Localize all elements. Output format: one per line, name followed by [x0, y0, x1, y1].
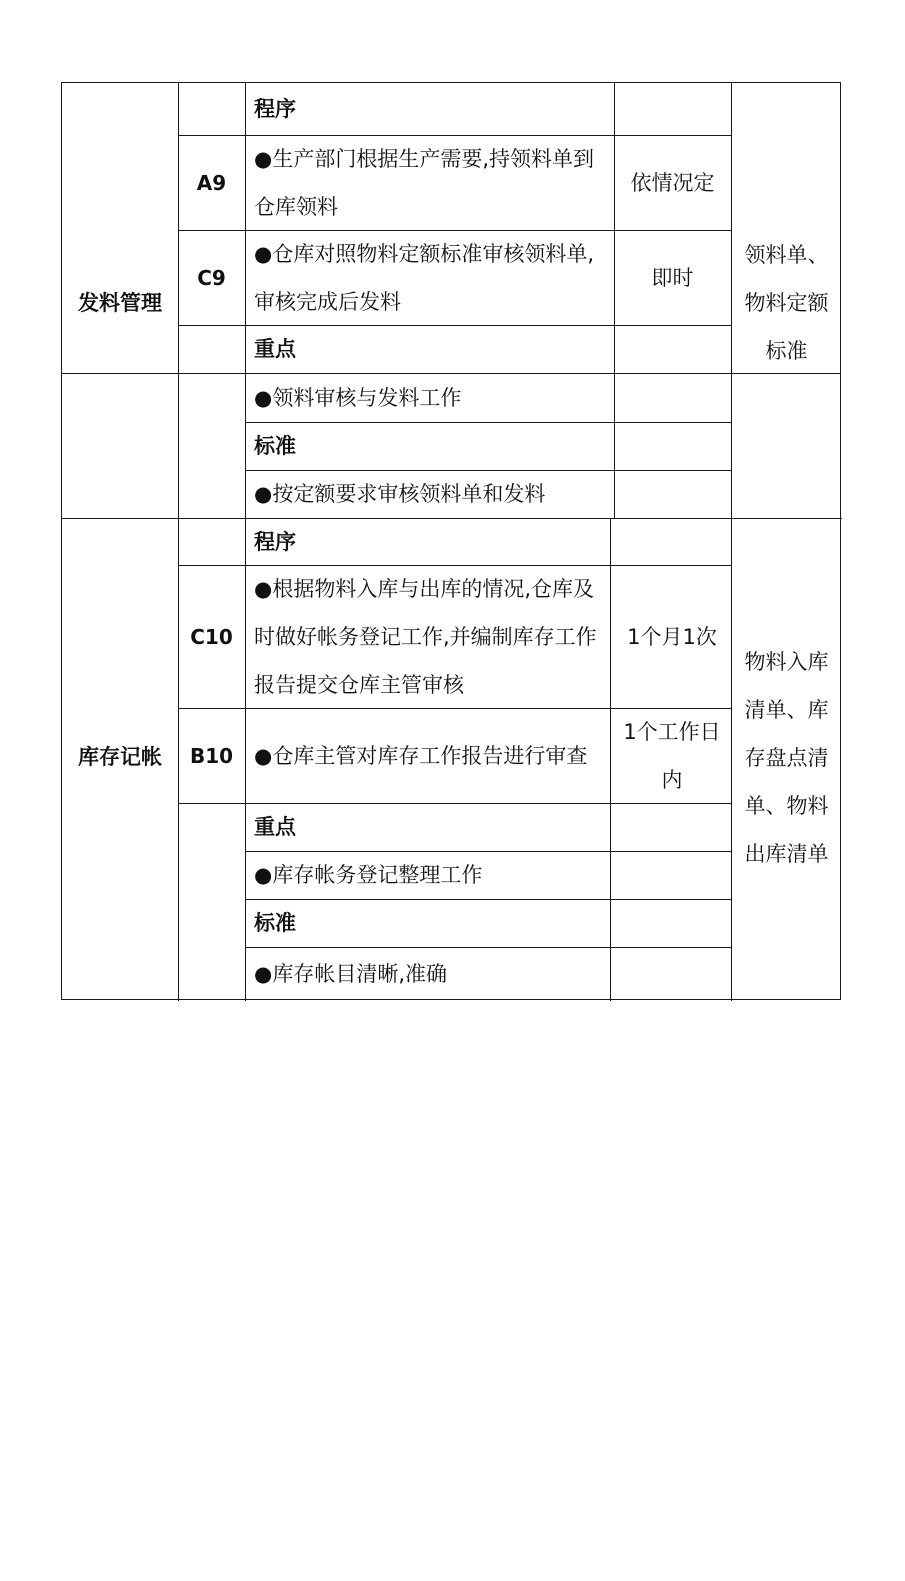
related-documents: 物料入库清单、库存盘点清单、物料出库清单	[744, 650, 829, 866]
step-code: C9	[197, 265, 226, 290]
key-point-text: ●领料审核与发料工作	[254, 385, 462, 410]
heading-procedure: 程序	[254, 97, 296, 121]
category-label: 库存记帐	[78, 744, 162, 769]
category-label: 发料管理	[78, 290, 162, 315]
step-description: ●仓库主管对库存工作报告进行审查	[254, 743, 588, 768]
standard-text: ●按定额要求审核领料单和发料	[254, 482, 546, 506]
step-frequency: 即时	[651, 265, 694, 290]
divider	[610, 518, 611, 1001]
standard-text: ●库存帐目清晰,准确	[254, 962, 447, 986]
divider	[62, 373, 245, 374]
step-code: A9	[196, 170, 227, 195]
step-description: ●生产部门根据生产需要,持领料单到仓库领料	[254, 146, 594, 219]
heading-standard: 标准	[254, 911, 296, 935]
heading-standard: 标准	[254, 434, 296, 458]
step-code: B10	[189, 743, 234, 768]
step-description: ●根据物料入库与出库的情况,仓库及时做好帐务登记工作,并编制库存工作报告提交仓库主管审核	[254, 576, 597, 697]
step-code: C10	[190, 624, 233, 649]
step-frequency: 1个工作日内	[623, 719, 721, 792]
step-frequency: 依情况定	[630, 170, 715, 195]
heading-key-points: 重点	[254, 815, 296, 839]
step-frequency: 1个月1次	[627, 624, 717, 649]
related-documents: 领料单、物料定额标准	[744, 243, 829, 363]
key-point-text: ●库存帐务登记整理工作	[254, 863, 483, 887]
heading-procedure: 程序	[254, 529, 296, 554]
step-description: ●仓库对照物料定额标准审核领料单,审核完成后发料	[254, 241, 594, 314]
process-table	[61, 82, 841, 1000]
heading-key-points: 重点	[254, 337, 296, 361]
